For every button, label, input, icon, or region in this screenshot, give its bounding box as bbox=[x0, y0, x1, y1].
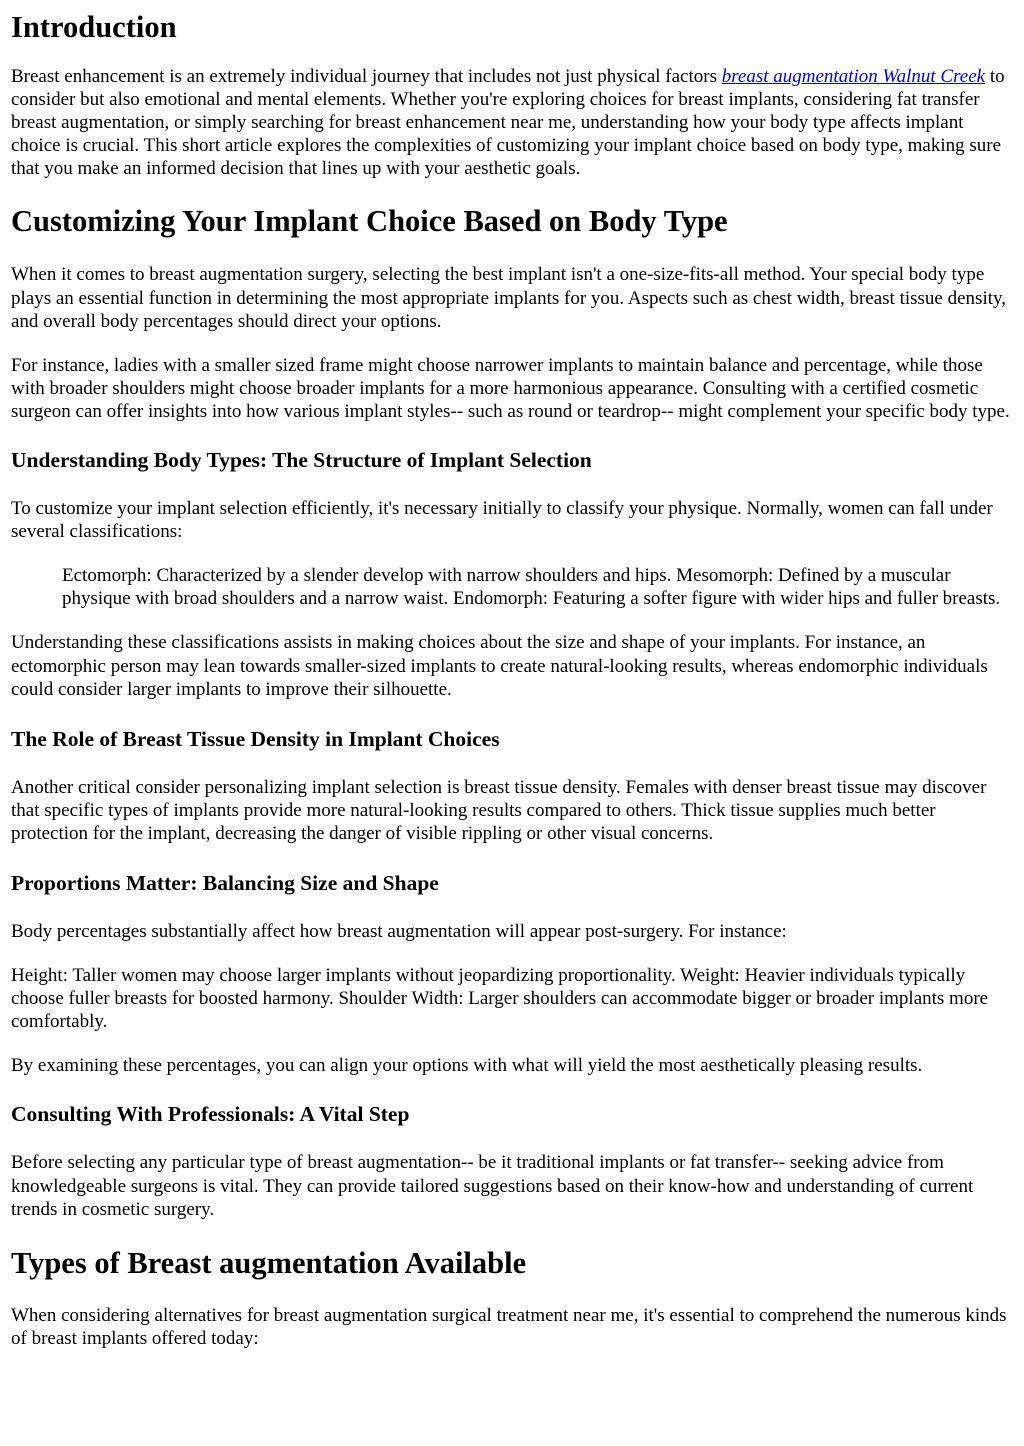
heading-breast-tissue-density: The Role of Breast Tissue Density in Implant Choices bbox=[11, 726, 500, 751]
paragraph-proportions-3: By examining these percentages, you can align your options with what will yield the most aesthetically pleasing results. bbox=[11, 1055, 923, 1077]
intro-text-after-link: to consider but also emotional and mental elements. Whether you're exploring choices for breast implants, considering fat transfer breast augmentation, or simply searching for breast enhancement near me, understanding how your body type affects implant choice is crucial. This short article explores the complexities of customizing your implant choice based on body type, making sure that you make an informed decision that lines up with your aesthetic goals. bbox=[11, 66, 1005, 180]
paragraph-understanding-2: Understanding these classifications assists in making choices about the size and shape of your implants. For instance, an ectomorphic person may lean towards smaller-sized implants to create natural-looking results, whereas endomorphic individuals could consider larger implants to improve their silhouette. bbox=[11, 632, 988, 700]
paragraph-proportions-2: Height: Taller women may choose larger implants without jeopardizing proportionality. Weight: Heavier individuals typically choose fuller breasts for boosted harmony. Shoulder Width: Larger shoulders can accommodate bigger or broader implants more comfortably. bbox=[11, 965, 989, 1033]
paragraph-customizing-1: When it comes to breast augmentation surgery, selecting the best implant isn't a one-size-fits-all method. Your special body type plays an essential function in determining the most appropriate implants for you. Aspects such as chest width, breast tissue density, and overall body percentages should direct your options. bbox=[11, 264, 1007, 332]
heading-proportions-matter: Proportions Matter: Balancing Size and Shape bbox=[11, 870, 439, 895]
paragraph-consulting: Before selecting any particular type of breast augmentation-- be it traditional implants or fat transfer-- seeking advice from knowledgeable surgeons is vital. They can provide tailored suggestions based on their know-how and understanding of current trends in cosmetic surgery. bbox=[11, 1152, 974, 1220]
blockquote-body-type-classifications: Ectomorph: Characterized by a slender develop with narrow shoulders and hips. Mesomorph: Defined by a muscular physique with broad shoulders and a narrow waist. Endomorph: Featuring a softer figure with wider hips and fuller breasts. bbox=[62, 565, 1001, 610]
paragraph-density: Another critical consider personalizing implant selection is breast tissue density. Females with denser breast tissue may discover that specific types of implants provide more natural-looking results compared to others. Thick tissue supplies much better protection for the implant, decreasing the danger of visible rippling or other visual concerns. bbox=[11, 776, 987, 844]
heading-customizing-implant-choice: Customizing Your Implant Choice Based on Body Type bbox=[11, 204, 728, 239]
paragraph-customizing-2: For instance, ladies with a smaller sized frame might choose narrower implants to maintain balance and percentage, while those with broader shoulders might choose broader implants for a more harmonious appearance. Consulting with a certified cosmetic surgeon can offer insights into how various implant styles-- such as round or teardrop-- might complement your specific body type. bbox=[11, 354, 1010, 422]
paragraph-proportions-1: Body percentages substantially affect how breast augmentation will appear post-surgery. For instance: bbox=[11, 920, 787, 942]
intro-text-before-link: Breast enhancement is an extremely individual journey that includes not just physical factors bbox=[11, 66, 722, 87]
paragraph-introduction bbox=[11, 65, 1014, 180]
link-breast-augmentation-walnut-creek[interactable]: breast augmentation Walnut Creek bbox=[721, 66, 986, 87]
heading-types-of-breast-augmentation: Types of Breast augmentation Available bbox=[11, 1245, 527, 1280]
heading-consulting-professionals: Consulting With Professionals: A Vital Step bbox=[11, 1102, 410, 1127]
heading-introduction: Introduction bbox=[11, 10, 177, 44]
paragraph-understanding-1: To customize your implant selection efficiently, it's necessary initially to classify your physique. Normally, women can fall under several classifications: bbox=[11, 498, 993, 543]
heading-understanding-body-types: Understanding Body Types: The Structure of Implant Selection bbox=[11, 448, 592, 473]
paragraph-types: When considering alternatives for breast augmentation surgical treatment near me, it's essential to comprehend the numerous kinds of breast implants offered today: bbox=[11, 1304, 1007, 1349]
